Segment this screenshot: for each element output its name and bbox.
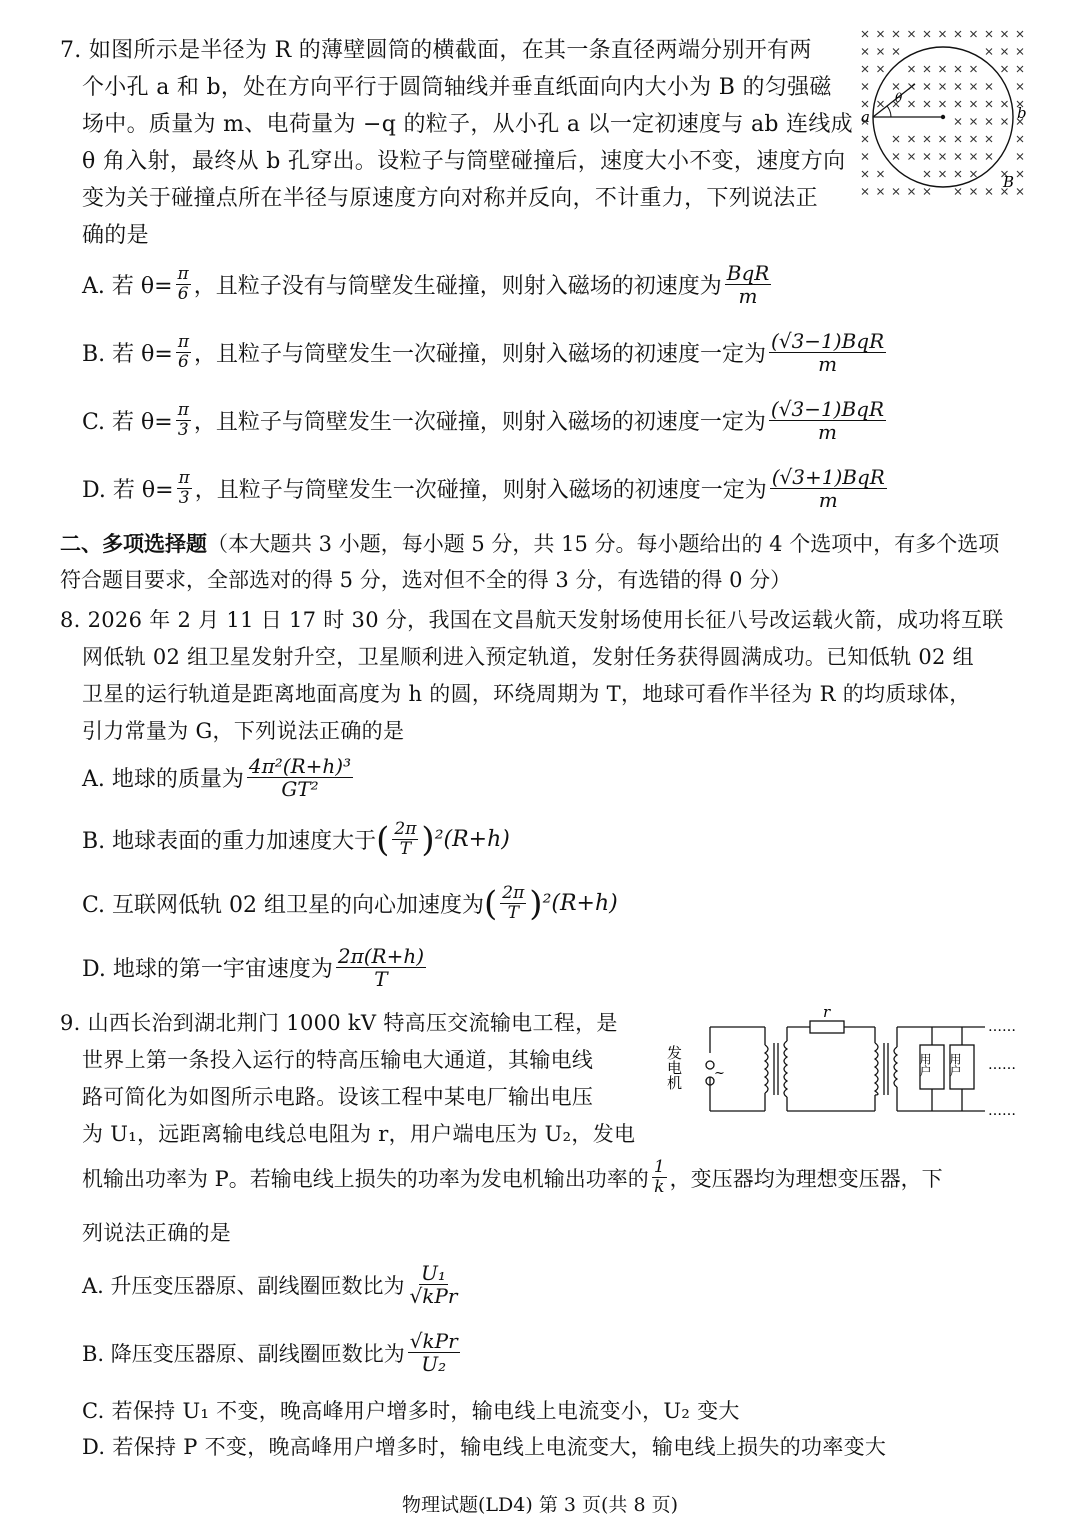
q9-option-b	[82, 1330, 463, 1375]
field-cross-icon	[986, 154, 992, 160]
field-cross-icon	[909, 154, 915, 160]
label-B: B	[1003, 173, 1015, 191]
resistor-label: r	[823, 1003, 831, 1021]
q8b-paren-open: (	[376, 819, 390, 860]
section-2-title: 二、多项选择题	[60, 531, 207, 556]
field-cross-icon	[986, 189, 992, 195]
q9-circuit-figure	[665, 1003, 1060, 1125]
field-cross-icon	[924, 136, 930, 142]
field-cross-icon	[1017, 154, 1023, 160]
field-cross-icon	[971, 31, 977, 37]
section-2-header	[60, 528, 999, 560]
q7d-angle: $\frac{\pi}{3}$	[178, 468, 190, 508]
field-cross-icon	[878, 66, 884, 72]
label-b: b	[1017, 104, 1027, 122]
q7-option-d	[82, 466, 890, 511]
q7d-answer: $\frac{\text{(√3+1)BqR}}{m}$	[771, 465, 885, 512]
q8b-tail: ²(R+h)	[434, 827, 510, 852]
q7c-answer: $\frac{\text{(√3−1)BqR}}{m}$	[770, 397, 885, 444]
field-cross-icon	[1017, 171, 1023, 177]
field-cross-icon	[1017, 84, 1023, 90]
q9-line5-pre: 机输出功率为 P。若输电线上损失的功率为发电机输出功率的	[82, 1166, 649, 1191]
user-label-2: 用户	[948, 1053, 962, 1077]
q7-line-6: 确的是	[82, 223, 149, 248]
field-cross-icon	[1002, 31, 1008, 37]
field-cross-icon	[986, 49, 992, 55]
q8-option-c	[82, 884, 618, 923]
field-cross-icon	[940, 136, 946, 142]
field-cross-icon	[909, 66, 915, 72]
field-cross-icon	[878, 31, 884, 37]
section-2-desc-1: （本大题共 3 小题，每小题 5 分，共 15 分。每小题给出的 4 个选项中，有多个选项	[207, 532, 1000, 556]
field-crosses	[862, 31, 1023, 195]
q9-line-3: 路可简化为如图所示电路。设该工程中某电厂输出电压	[82, 1085, 594, 1109]
field-cross-icon	[1017, 31, 1023, 37]
field-cross-icon	[1002, 66, 1008, 72]
field-cross-icon	[986, 84, 992, 90]
q8a-text: A. 地球的质量为	[82, 767, 244, 792]
field-cross-icon	[924, 101, 930, 107]
field-cross-icon	[924, 31, 930, 37]
field-cross-icon	[893, 154, 899, 160]
angle-arc	[887, 106, 891, 117]
field-cross-icon	[986, 136, 992, 142]
field-cross-icon	[1017, 136, 1023, 142]
q7b-text: ，且粒子与筒壁发生一次碰撞，则射入磁场的初速度一定为	[194, 342, 767, 367]
q8d-text: D. 地球的第一宇宙速度为	[82, 957, 333, 982]
field-cross-icon	[862, 154, 868, 160]
field-cross-icon	[924, 171, 930, 177]
field-cross-icon	[971, 154, 977, 160]
q8c-text: C. 互联网低轨 02 组卫星的向心加速度为	[82, 893, 485, 918]
q8b-formula: $\frac{2\pi}{T}$	[394, 819, 417, 859]
field-cross-icon	[955, 66, 961, 72]
q7-line-1: 7. 如图所示是半径为 R 的薄壁圆筒的横截面，在其一条直径两端分别开有两	[60, 38, 812, 63]
field-cross-icon	[971, 84, 977, 90]
field-cross-icon	[909, 101, 915, 107]
field-cross-icon	[893, 84, 899, 90]
field-cross-icon	[893, 189, 899, 195]
field-cross-icon	[878, 189, 884, 195]
q7-magnetic-field-figure	[855, 22, 1035, 207]
q8b-text: B. 地球表面的重力加速度大于	[82, 829, 377, 854]
field-cross-icon	[986, 31, 992, 37]
q8c-tail: ²(R+h)	[542, 891, 618, 916]
field-cross-icon	[971, 66, 977, 72]
field-cross-icon	[1017, 66, 1023, 72]
q7-line-2: 个小孔 a 和 b，处在方向平行于圆筒轴线并垂直纸面向内大小为 B 的匀强磁	[82, 75, 832, 100]
field-cross-icon	[940, 66, 946, 72]
field-cross-icon	[878, 49, 884, 55]
field-cross-icon	[955, 101, 961, 107]
field-cross-icon	[940, 101, 946, 107]
q9b-text: B. 降压变压器原、副线圈匝数比为	[82, 1341, 405, 1366]
field-cross-icon	[955, 189, 961, 195]
field-cross-icon	[940, 31, 946, 37]
field-cross-icon	[940, 84, 946, 90]
q7a-text: ，且粒子没有与筒壁发生碰撞，则射入磁场的初速度为	[193, 274, 722, 299]
q7d-text: ，且粒子与筒壁发生一次碰撞，则射入磁场的初速度一定为	[194, 478, 767, 503]
q7b-answer: $\frac{\text{(√3−1)BqR}}{m}$	[771, 329, 885, 376]
field-cross-icon	[862, 101, 868, 107]
q7-option-b	[82, 330, 889, 375]
q7c-text: ，且粒子与筒壁发生一次碰撞，则射入磁场的初速度一定为	[193, 410, 766, 435]
q9-line-2: 世界上第一条投入运行的特高压输电大通道，其输电线	[82, 1048, 594, 1072]
field-cross-icon	[1002, 101, 1008, 107]
q7a-angle: $\frac{\pi}{6}$	[177, 264, 189, 304]
q7-option-a	[82, 262, 774, 307]
center-dot	[941, 115, 945, 119]
field-cross-icon	[878, 171, 884, 177]
q8-option-d	[82, 945, 429, 990]
q8a-formula: $\frac{\text{4π²(R+h)³}}{\text{GT²}}$	[248, 754, 352, 801]
field-cross-icon	[862, 171, 868, 177]
q9-line-5	[82, 1158, 943, 1197]
field-cross-icon	[924, 66, 930, 72]
dots-mid: ……	[988, 1057, 1016, 1073]
field-cross-icon	[986, 119, 992, 125]
q9a-formula: $\frac{\text{U₁}}{\text{√kPr}}$	[409, 1261, 458, 1308]
q7c-angle: $\frac{\pi}{3}$	[177, 400, 189, 440]
section-2-desc-2: 符合题目要求，全部选对的得 5 分，选对但不全的得 3 分，有选错的得 0 分）	[60, 568, 792, 592]
q8-line-4: 引力常量为 G，下列说法正确的是	[82, 719, 405, 743]
q8c-paren-close: )	[529, 883, 543, 924]
q8c-paren-open: (	[484, 883, 498, 924]
q9-option-a	[82, 1262, 462, 1307]
field-cross-icon	[955, 154, 961, 160]
dots-top: ……	[988, 1019, 1016, 1035]
q9-line-1: 9. 山西长治到湖北荆门 1000 kV 特高压交流输电工程，是	[60, 1011, 618, 1035]
field-cross-icon	[955, 171, 961, 177]
q9b-formula: $\frac{\text{√kPr}}{\text{U₂}}$	[409, 1329, 458, 1376]
field-cross-icon	[955, 84, 961, 90]
field-cross-icon	[909, 189, 915, 195]
q7b-angle: $\frac{\pi}{6}$	[177, 332, 190, 372]
field-cross-icon	[909, 136, 915, 142]
q8-line-1: 8. 2026 年 2 月 11 日 17 时 30 分，我国在文昌航天发射场使用长征八号改运载火箭，成功将互联	[60, 608, 1004, 632]
q9-line5-fraction: $\frac{1}{k}$	[653, 1157, 665, 1197]
field-cross-icon	[924, 154, 930, 160]
field-cross-icon	[955, 136, 961, 142]
field-cross-icon	[862, 189, 868, 195]
field-cross-icon	[940, 171, 946, 177]
q7a-prefix: A. 若 θ=	[82, 274, 173, 299]
field-cross-icon	[940, 154, 946, 160]
q9-line-6: 列说法正确的是	[82, 1221, 232, 1245]
q7b-prefix: B. 若 θ=	[82, 342, 173, 367]
field-cross-icon	[1017, 49, 1023, 55]
q7d-prefix: D. 若 θ=	[82, 478, 174, 503]
label-theta: θ	[895, 91, 903, 105]
q8-line-3: 卫星的运行轨道是距离地面高度为 h 的圆，环绕周期为 T，地球可看作半径为 R 的均质球体，	[82, 682, 971, 706]
q7c-prefix: C. 若 θ=	[82, 410, 173, 435]
field-cross-icon	[893, 31, 899, 37]
q8-option-a	[82, 755, 356, 800]
field-cross-icon	[862, 136, 868, 142]
q7-line-3: 场中。质量为 m、电荷量为 −q 的粒子，从小孔 a 以一定初速度与 ab 连线成	[82, 112, 853, 137]
q7-option-c	[82, 398, 889, 443]
q8b-paren-close: )	[421, 819, 435, 860]
q8c-formula: $\frac{2\pi}{T}$	[502, 883, 525, 923]
label-a: a	[861, 108, 870, 126]
page-footer: 物理试题(LD4) 第 3 页(共 8 页)	[402, 1494, 678, 1516]
q7-line-5: 变为关于碰撞点所在半径与原速度方向对称并反向，不计重力，下列说法正	[82, 186, 818, 211]
field-cross-icon	[862, 84, 868, 90]
field-cross-icon	[893, 136, 899, 142]
field-cross-icon	[971, 101, 977, 107]
q9-line-4: 为 U₁，远距离输电线总电阻为 r，用户端电压为 U₂，发电	[82, 1122, 636, 1146]
field-cross-icon	[955, 119, 961, 125]
q8-line-2: 网低轨 02 组卫星发射升空，卫星顺利进入预定轨道，发射任务获得圆满成功。已知低轨 02 组	[82, 645, 974, 669]
field-cross-icon	[1017, 189, 1023, 195]
field-cross-icon	[971, 171, 977, 177]
field-cross-icon	[1002, 49, 1008, 55]
q9a-text: A. 升压变压器原、副线圈匝数比为	[82, 1273, 405, 1298]
q7-line-4: θ 角入射，最终从 b 孔穿出。设粒子与筒壁碰撞后，速度大小不变，速度方向	[82, 149, 846, 174]
field-cross-icon	[862, 66, 868, 72]
field-cross-icon	[862, 31, 868, 37]
field-cross-icon	[986, 101, 992, 107]
field-cross-icon	[924, 84, 930, 90]
field-cross-icon	[893, 49, 899, 55]
field-cross-icon	[924, 189, 930, 195]
user-label-1: 用户	[918, 1053, 932, 1077]
field-cross-icon	[1002, 119, 1008, 125]
field-cross-icon	[971, 119, 977, 125]
q8d-formula: $\frac{2\pi(R+h)}{T}$	[337, 944, 425, 991]
dots-bottom: ……	[988, 1103, 1016, 1119]
field-cross-icon	[878, 101, 884, 107]
field-cross-icon	[971, 136, 977, 142]
q8-option-b	[82, 820, 510, 859]
q9-option-c: C. 若保持 U₁ 不变，晚高峰用户增多时，输电线上电流变小，U₂ 变大	[82, 1399, 740, 1423]
q7a-answer: $\frac{\text{BqR}}{m}$	[726, 261, 770, 308]
q9-option-d: D. 若保持 P 不变，晚高峰用户增多时，输电线上电流变大，输电线上损失的功率变大	[82, 1435, 887, 1459]
generator-symbol: ~	[714, 1066, 725, 1081]
generator-label: 发电机	[665, 1045, 683, 1090]
q9-line5-post: ，变压器均为理想变压器，下	[669, 1166, 943, 1191]
field-cross-icon	[909, 31, 915, 37]
field-cross-icon	[862, 49, 868, 55]
field-cross-icon	[971, 189, 977, 195]
field-cross-icon	[955, 31, 961, 37]
